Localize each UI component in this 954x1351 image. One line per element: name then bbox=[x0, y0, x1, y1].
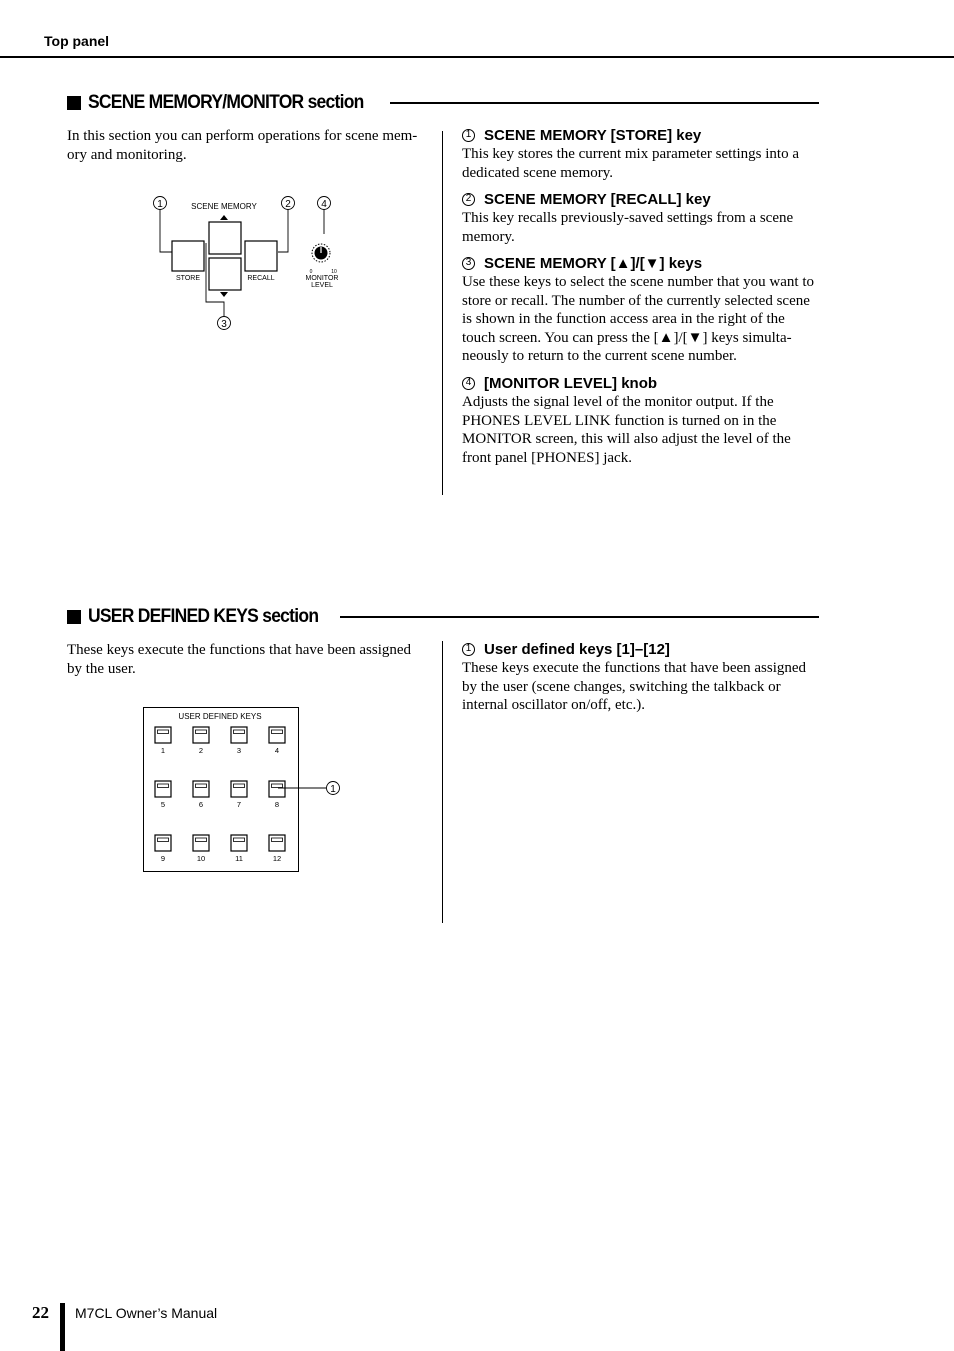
down-arrow-icon bbox=[220, 292, 228, 297]
manual-title: M7CL Owner’s Manual bbox=[75, 1305, 218, 1321]
svg-text:11: 11 bbox=[235, 854, 243, 863]
svg-text:10: 10 bbox=[331, 269, 337, 275]
user-key-7 bbox=[231, 781, 247, 809]
item-title: [MONITOR LEVEL] knob bbox=[484, 374, 658, 392]
header-rule bbox=[0, 56, 954, 58]
callout-3 bbox=[218, 317, 231, 331]
item-body: These keys execute the functions that have been assigned by the user (scene changes, switching the talkback or internal oscillator on/off, etc.). bbox=[462, 660, 807, 713]
recall-key bbox=[245, 241, 277, 271]
svg-text:5: 5 bbox=[160, 800, 166, 809]
running-header: Top panel bbox=[44, 33, 110, 49]
callout-1 bbox=[154, 197, 173, 253]
user-key-1 bbox=[155, 727, 171, 755]
svg-text:8: 8 bbox=[274, 800, 280, 809]
up-arrow-icon bbox=[220, 215, 228, 220]
item-body: Use these keys to select the scene number that you want to store or recall. The number of the currently selected scene is shown in the function access area in the right of the touch screen. You can press the [▲]/[▼] keys simulta-neously to return to the current scene number. bbox=[462, 274, 814, 364]
item-body: Adjusts the signal level of the monitor output. If the PHONES LEVEL LINK function is turned on in the MONITOR screen, this will also adjust the level of the front panel [PHONES] jack. bbox=[462, 394, 791, 466]
svg-text:12: 12 bbox=[272, 854, 282, 863]
svg-text:1: 1 bbox=[160, 746, 166, 755]
svg-text:3: 3 bbox=[221, 319, 227, 330]
svg-text:4: 4 bbox=[321, 199, 327, 210]
item-recall-key bbox=[462, 189, 818, 246]
item-title: SCENE MEMORY [▲]/[▼] keys bbox=[484, 254, 703, 272]
user-key-12 bbox=[269, 835, 285, 863]
level-label: LEVEL bbox=[311, 282, 333, 289]
item-up-down-keys bbox=[462, 253, 818, 366]
user-key-2 bbox=[193, 727, 209, 755]
item-title: User defined keys [1]–[12] bbox=[484, 640, 670, 658]
page-number: 22 bbox=[32, 1303, 49, 1322]
footer-bar bbox=[60, 1303, 65, 1351]
udk-title: USER DEFINED KEYS bbox=[178, 712, 262, 721]
heading-rule bbox=[340, 616, 819, 618]
svg-text:10: 10 bbox=[196, 854, 206, 863]
user-section-heading bbox=[67, 604, 819, 630]
svg-text:0: 0 bbox=[309, 269, 313, 275]
svg-text:3: 3 bbox=[236, 746, 242, 755]
svg-text:9: 9 bbox=[160, 854, 166, 863]
item-body: This key recalls previously-saved settings from a scene memory. bbox=[462, 210, 794, 245]
store-label: STORE bbox=[176, 275, 200, 282]
scene-section-intro: In this section you can perform operations for scene mem-ory and monitoring. bbox=[67, 128, 418, 163]
recall-label: RECALL bbox=[247, 275, 275, 282]
callout-number: 1 bbox=[462, 643, 475, 656]
item-user-defined-keys bbox=[462, 639, 818, 715]
item-body: This key stores the current mix parameter settings into a dedicated scene memory. bbox=[462, 146, 799, 181]
column-divider bbox=[442, 131, 443, 495]
svg-text:7: 7 bbox=[236, 800, 242, 809]
heading-square-icon bbox=[67, 610, 81, 624]
column-divider bbox=[442, 641, 443, 923]
item-title: SCENE MEMORY [STORE] key bbox=[484, 126, 702, 144]
user-key-8 bbox=[269, 781, 285, 809]
user-key-9 bbox=[155, 835, 171, 863]
callout-number: 4 bbox=[462, 377, 475, 390]
svg-text:1: 1 bbox=[157, 199, 163, 210]
store-key bbox=[172, 241, 204, 271]
scene-down-key bbox=[209, 258, 241, 290]
svg-text:1: 1 bbox=[330, 784, 336, 795]
user-key-5 bbox=[155, 781, 171, 809]
monitor-level-knob bbox=[312, 244, 330, 262]
user-key-3 bbox=[231, 727, 247, 755]
item-title: SCENE MEMORY [RECALL] key bbox=[484, 190, 711, 208]
svg-text:6: 6 bbox=[198, 800, 204, 809]
scene-up-key bbox=[209, 222, 241, 254]
user-section-intro: These keys execute the functions that have been assigned by the user. bbox=[67, 642, 412, 677]
heading-rule bbox=[390, 102, 819, 104]
callout-1 bbox=[327, 782, 340, 796]
svg-text:2: 2 bbox=[285, 199, 291, 210]
user-key-6 bbox=[193, 781, 209, 809]
user-section-title: USER DEFINED KEYS section bbox=[88, 606, 319, 627]
scene-memory-label: SCENE MEMORY bbox=[191, 202, 257, 211]
user-key-10 bbox=[193, 835, 209, 863]
svg-text:4: 4 bbox=[274, 746, 280, 755]
callout-4 bbox=[318, 197, 331, 235]
item-store-key bbox=[462, 125, 818, 182]
scene-section-heading bbox=[67, 90, 819, 116]
callout-2 bbox=[278, 197, 295, 253]
scene-memory-diagram bbox=[140, 190, 360, 335]
callout-number: 2 bbox=[462, 193, 475, 206]
callout-number: 1 bbox=[462, 129, 475, 142]
callout-number: 3 bbox=[462, 257, 475, 270]
heading-square-icon bbox=[67, 96, 81, 110]
user-defined-keys-diagram bbox=[140, 705, 350, 875]
svg-text:2: 2 bbox=[198, 746, 204, 755]
item-monitor-knob bbox=[462, 373, 818, 467]
user-key-4 bbox=[269, 727, 285, 755]
monitor-label: MONITOR bbox=[305, 275, 339, 282]
scene-section-title: SCENE MEMORY/MONITOR section bbox=[88, 92, 364, 113]
user-key-11 bbox=[231, 835, 247, 863]
